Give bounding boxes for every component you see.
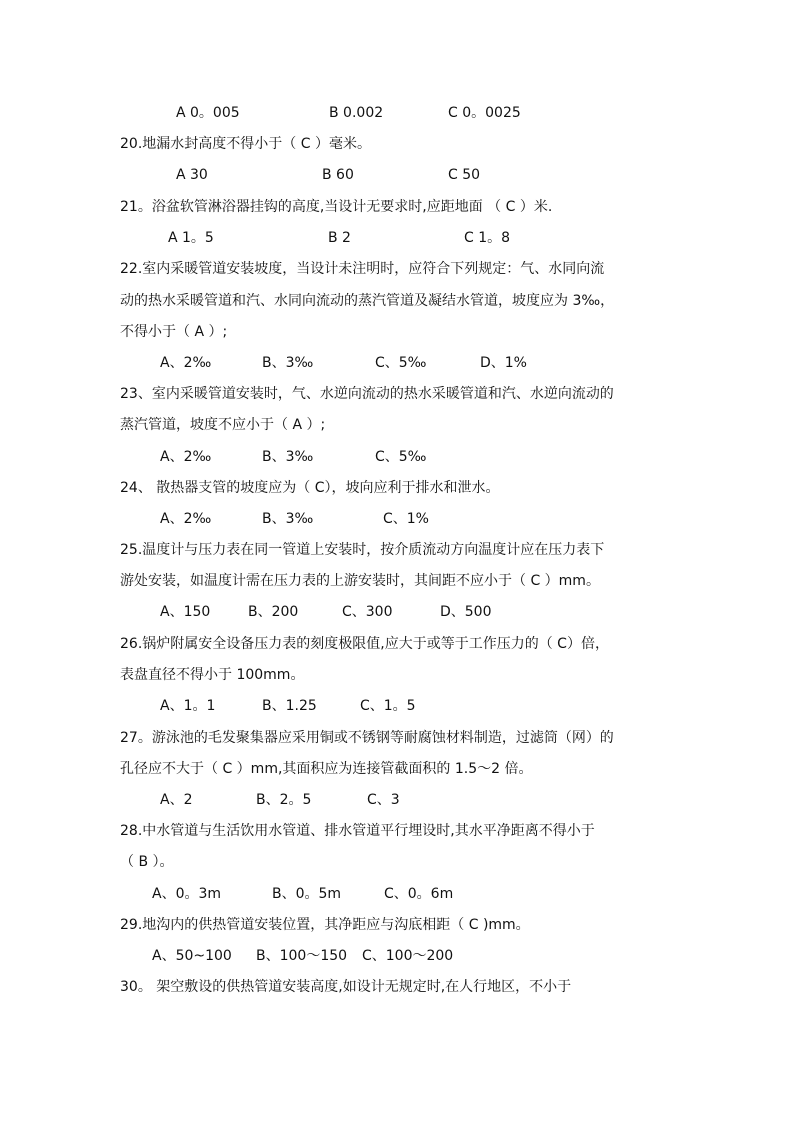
option-19-b: B 0.002 <box>329 105 384 121</box>
option-26-c: C、1。5 <box>360 698 416 714</box>
option-27-c: C、3 <box>367 792 400 808</box>
option-29-a: A、50~100 <box>152 948 232 964</box>
option-23-c: C、5‰ <box>375 449 427 465</box>
option-24-a: A、2‰ <box>160 511 212 527</box>
question-26-line-1: 26.锅炉附属安全设备压力表的刻度极限值,应大于或等于工作压力的（ C）倍， <box>120 636 609 652</box>
option-23-a: A、2‰ <box>160 449 212 465</box>
option-25-a: A、150 <box>160 604 211 620</box>
option-22-a: A、2‰ <box>160 355 212 371</box>
question-30-line-1: 30。 架空敷设的供热管道安装高度,如设计无规定时,在人行地区，不小于 <box>120 979 572 995</box>
option-25-d: D、500 <box>440 604 492 620</box>
option-28-c: C、0。6m <box>384 886 454 902</box>
question-25-line-1: 25.温度计与压力表在同一管道上安装时，按介质流动方向温度计应在压力表下 <box>120 542 605 558</box>
option-29-b: B、100～150 <box>256 948 348 964</box>
option-20-b: B 60 <box>322 167 354 183</box>
option-22-b: B、3‰ <box>262 355 314 371</box>
option-27-a: A、2 <box>160 792 193 808</box>
option-27-b: B、2。5 <box>256 792 312 808</box>
question-29-line-1: 29.地沟内的供热管道安装位置，其净距应与沟底相距（ C )mm。 <box>120 917 530 933</box>
option-28-b: B、0。5m <box>272 886 342 902</box>
option-23-b: B、3‰ <box>262 449 314 465</box>
question-28-line-1: 28.中水管道与生活饮用水管道、排水管道平行埋设时,其水平净距离不得小于 <box>120 823 595 839</box>
option-26-a: A、1。1 <box>160 698 216 714</box>
option-20-a: A 30 <box>176 167 208 183</box>
option-28-a: A、0。3m <box>152 886 222 902</box>
question-22-line-2: 动的热水采暖管道和汽、水同向流动的蒸汽管道及凝结水管道，坡度应为 3‰， <box>120 293 615 309</box>
option-25-b: B、200 <box>248 604 299 620</box>
question-20-line-1: 20.地漏水封高度不得小于（ C ）毫米。 <box>120 136 371 152</box>
option-20-c: C 50 <box>448 167 481 183</box>
question-26-line-2: 表盘直径不得小于 100mm。 <box>120 667 305 683</box>
question-25-line-2: 游处安装，如温度计需在压力表的上游安装时，其间距不应小于（ C ）mm。 <box>120 573 600 589</box>
option-22-d: D、1% <box>480 355 527 371</box>
option-29-c: C、100～200 <box>362 948 454 964</box>
option-26-b: B、1.25 <box>262 698 317 714</box>
question-27-line-1: 27。游泳池的毛发聚集器应采用铜或不锈钢等耐腐蚀材料制造，过滤筒（网）的 <box>120 730 614 746</box>
option-22-c: C、5‰ <box>375 355 427 371</box>
option-19-a: A 0。005 <box>176 105 240 121</box>
question-22-line-3: 不得小于（ A ）; <box>120 324 228 340</box>
question-21-line-1: 21。浴盆软管淋浴器挂钩的高度,当设计无要求时,应距地面 （ C ）米. <box>120 199 553 215</box>
question-23-line-2: 蒸汽管道，坡度不应小于（ A ）; <box>120 417 326 433</box>
option-24-c: C、1% <box>383 511 429 527</box>
option-21-b: B 2 <box>328 230 351 246</box>
option-21-c: C 1。8 <box>464 230 511 246</box>
question-23-line-1: 23、室内采暖管道安装时，气、水逆向流动的热水采暖管道和汽、水逆向流动的 <box>120 386 614 402</box>
option-19-c: C 0。0025 <box>448 105 521 121</box>
question-24-line-1: 24、 散热器支管的坡度应为（ C），坡向应利于排水和泄水。 <box>120 480 500 496</box>
option-21-a: A 1。5 <box>168 230 214 246</box>
option-25-c: C、300 <box>342 604 393 620</box>
option-24-b: B、3‰ <box>262 511 314 527</box>
question-22-line-1: 22.室内采暖管道安装坡度，当设计未注明时，应符合下列规定：气、水同向流 <box>120 261 605 277</box>
question-27-line-2: 孔径应不大于（ C ）mm,其面积应为连接管截面积的 1.5～2 倍。 <box>120 761 533 777</box>
question-28-line-2: （ B ）。 <box>120 854 174 870</box>
